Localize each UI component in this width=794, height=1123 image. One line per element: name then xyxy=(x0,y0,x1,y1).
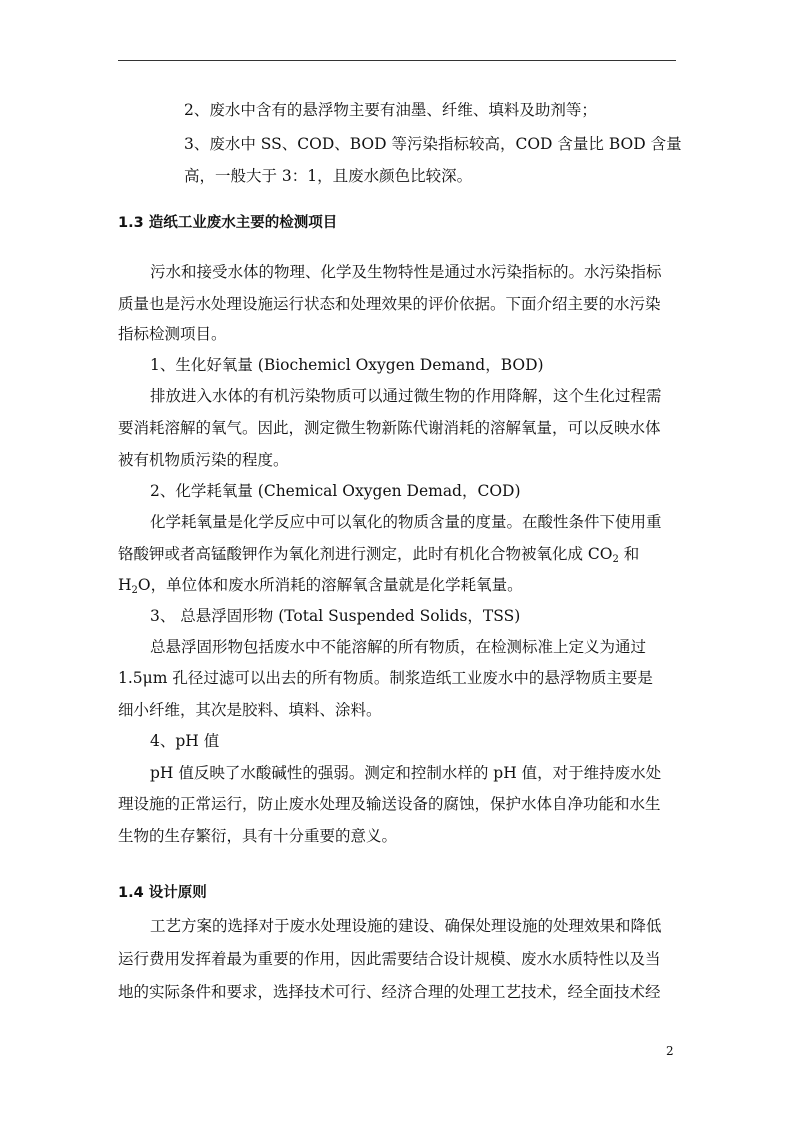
paragraph-line: 总悬浮固形物包括废水中不能溶解的所有物质，在检测标准上定义为通过 xyxy=(150,638,647,656)
subscript: 2 xyxy=(131,585,138,596)
paragraph-line: 细小纤维，其次是胶料、填料、涂料。 xyxy=(118,701,382,719)
paragraph-line: 质量也是污水处理设施运行状态和处理效果的评价依据。下面介绍主要的水污染 xyxy=(118,295,661,313)
list-item-3-cont: 高，一般大于 3：1，且废水颜色比较深。 xyxy=(184,167,473,185)
section-heading-1-4: 1.4 设计原则 xyxy=(118,885,207,901)
paragraph-line: 地的实际条件和要求，选择技术可行、经济合理的处理工艺技术，经全面技术经 xyxy=(118,983,661,1001)
subscript: 2 xyxy=(612,554,619,565)
item-heading-cod: 2、化学耗氧量 (Chemical Oxygen Demad，COD) xyxy=(150,482,521,500)
paragraph-line: 生物的生存繁衍，具有十分重要的意义。 xyxy=(118,827,398,845)
page-number: 2 xyxy=(666,1044,674,1058)
list-item-3: 3、废水中 SS、COD、BOD 等污染指标较高，COD 含量比 BOD 含量 xyxy=(184,135,682,153)
paragraph-line: 化学耗氧量是化学反应中可以氧化的物质含量的度量。在酸性条件下使用重 xyxy=(150,513,662,531)
paragraph-line: 要消耗溶解的氧气。因此，测定微生物新陈代谢消耗的溶解氧量，可以反映水体 xyxy=(118,419,661,437)
paragraph-line: 工艺方案的选择对于废水处理设施的建设、确保处理设施的处理效果和降低 xyxy=(150,917,662,935)
paragraph-line xyxy=(118,575,523,595)
header-rule xyxy=(118,60,676,61)
section-heading-1-3: 1.3 造纸工业废水主要的检测项目 xyxy=(118,215,338,231)
text-run: 和 xyxy=(618,545,640,563)
paragraph-line: 排放进入水体的有机污染物质可以通过微生物的作用降解，这个生化过程需 xyxy=(150,387,662,405)
item-heading-bod: 1、生化好氧量 (Biochemicl Oxygen Demand，BOD) xyxy=(150,356,544,374)
paragraph-line: 理设施的正常运行，防止废水处理及输送设备的腐蚀，保护水体自净功能和水生 xyxy=(118,795,661,813)
paragraph-line: pH 值反映了水酸碱性的强弱。测定和控制水样的 pH 值，对于维持废水处 xyxy=(150,764,662,782)
text-run: 铬酸钾或者高锰酸钾作为氧化剂进行测定，此时有机化合物被氧化成 CO xyxy=(118,545,613,563)
text-run: H xyxy=(118,576,132,594)
paragraph-line: 1.5μm 孔径过滤可以出去的所有物质。制浆造纸工业废水中的悬浮物质主要是 xyxy=(118,669,653,687)
item-heading-ph: 4、pH 值 xyxy=(150,732,220,750)
paragraph-line xyxy=(118,544,639,564)
paragraph-line: 运行费用发挥着最为重要的作用，因此需要结合设计规模、废水水质特性以及当 xyxy=(118,950,661,968)
text-run: O，单位体和废水所消耗的溶解氧含量就是化学耗氧量。 xyxy=(137,576,523,594)
paragraph-line: 污水和接受水体的物理、化学及生物特性是通过水污染指标的。水污染指标 xyxy=(150,263,662,281)
paragraph-line: 指标检测项目。 xyxy=(118,325,227,343)
list-item-2: 2、废水中含有的悬浮物主要有油墨、纤维、填料及助剂等； xyxy=(184,101,597,119)
paragraph-line: 被有机物质污染的程度。 xyxy=(118,451,289,469)
item-heading-tss: 3、 总悬浮固形物 (Total Suspended Solids，TSS) xyxy=(150,607,521,625)
